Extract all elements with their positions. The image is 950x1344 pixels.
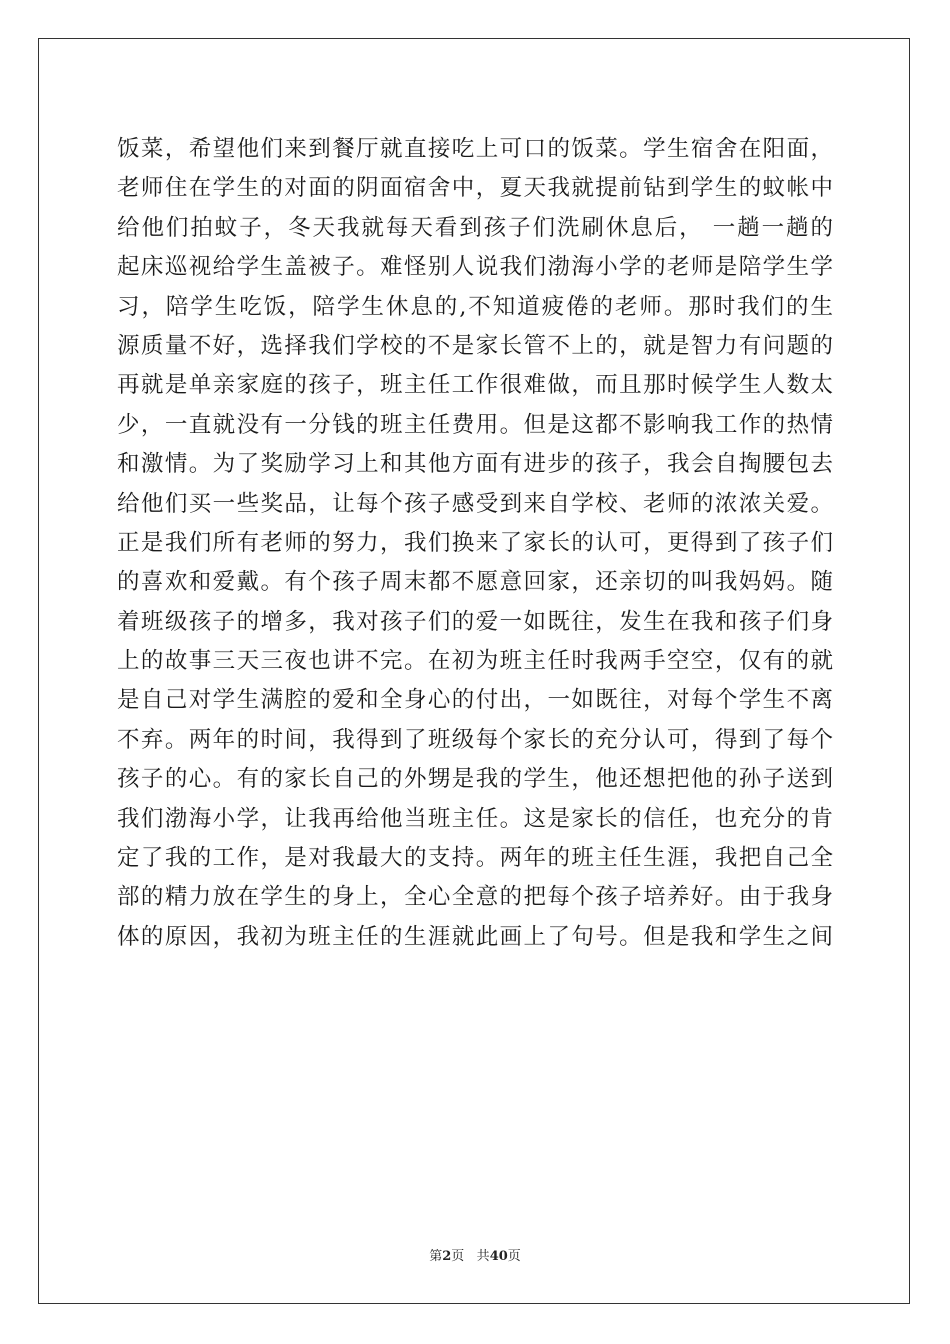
text-line: 部的精力放在学生的身上，全心全意的把每个孩子培养好。由于我身 bbox=[117, 884, 833, 911]
page-number-footer bbox=[0, 1245, 950, 1264]
total-label-prefix: 共 bbox=[476, 1249, 490, 1264]
text-line: 我们渤海小学，让我再给他当班主任。这是家长的信任，也充分的肯 bbox=[117, 805, 833, 832]
total-label-suffix: 页 bbox=[507, 1249, 521, 1264]
text-line: 给他们拍蚊子，冬天我就每天看到孩子们洗刷休息后， 一趟一趟的 bbox=[117, 214, 833, 241]
text-line: 上的故事三天三夜也讲不完。在初为班主任时我两手空空，仅有的就 bbox=[117, 648, 833, 675]
text-line: 老师住在学生的对面的阴面宿舍中，夏天我就提前钻到学生的蚊帐中 bbox=[117, 175, 833, 202]
text-line: 的喜欢和爱戴。有个孩子周末都不愿意回家，还亲切的叫我妈妈。随 bbox=[117, 569, 833, 596]
text-line: 起床巡视给学生盖被子。难怪别人说我们渤海小学的老师是陪学生学 bbox=[117, 254, 833, 281]
current-page-number: 2 bbox=[442, 1249, 452, 1264]
text-line: 少，一直就没有一分钱的班主任费用。但是这都不影响我工作的热情 bbox=[117, 411, 833, 438]
text-line: 是自己对学生满腔的爱和全身心的付出，一如既往，对每个学生不离 bbox=[117, 687, 833, 714]
text-line: 正是我们所有老师的努力，我们换来了家长的认可，更得到了孩子们 bbox=[117, 529, 833, 556]
text-line: 再就是单亲家庭的孩子，班主任工作很难做，而且那时候学生人数太 bbox=[117, 372, 833, 399]
page-label-suffix: 页 bbox=[451, 1249, 465, 1264]
text-line: 定了我的工作，是对我最大的支持。两年的班主任生涯，我把自己全 bbox=[117, 845, 833, 872]
text-line: 和激情。为了奖励学习上和其他方面有进步的孩子，我会自掏腰包去 bbox=[117, 451, 833, 478]
text-line: 着班级孩子的增多，我对孩子们的爱一如既往，发生在我和孩子们身 bbox=[117, 608, 833, 635]
text-line: 孩子的心。有的家长自己的外甥是我的学生，他还想把他的孙子送到 bbox=[117, 766, 833, 793]
text-line: 习，陪学生吃饭，陪学生休息的,不知道疲倦的老师。那时我们的生 bbox=[117, 293, 833, 320]
text-line: 饭菜，希望他们来到餐厅就直接吃上可口的饭菜。学生宿舍在阳面， bbox=[117, 136, 833, 162]
text-line: 源质量不好，选择我们学校的不是家长管不上的，就是智力有问题的 bbox=[117, 332, 833, 359]
page-label-prefix: 第 bbox=[429, 1249, 443, 1264]
document-body bbox=[117, 130, 833, 957]
text-line: 不弃。两年的时间，我得到了班级每个家长的充分认可，得到了每个 bbox=[117, 726, 833, 753]
text-line: 体的原因，我初为班主任的生涯就此画上了句号。但是我和学生之间 bbox=[117, 923, 833, 950]
text-line: 给他们买一些奖品，让每个孩子感受到来自学校、老师的浓浓关爱。 bbox=[117, 490, 833, 517]
total-page-count: 40 bbox=[489, 1249, 508, 1264]
